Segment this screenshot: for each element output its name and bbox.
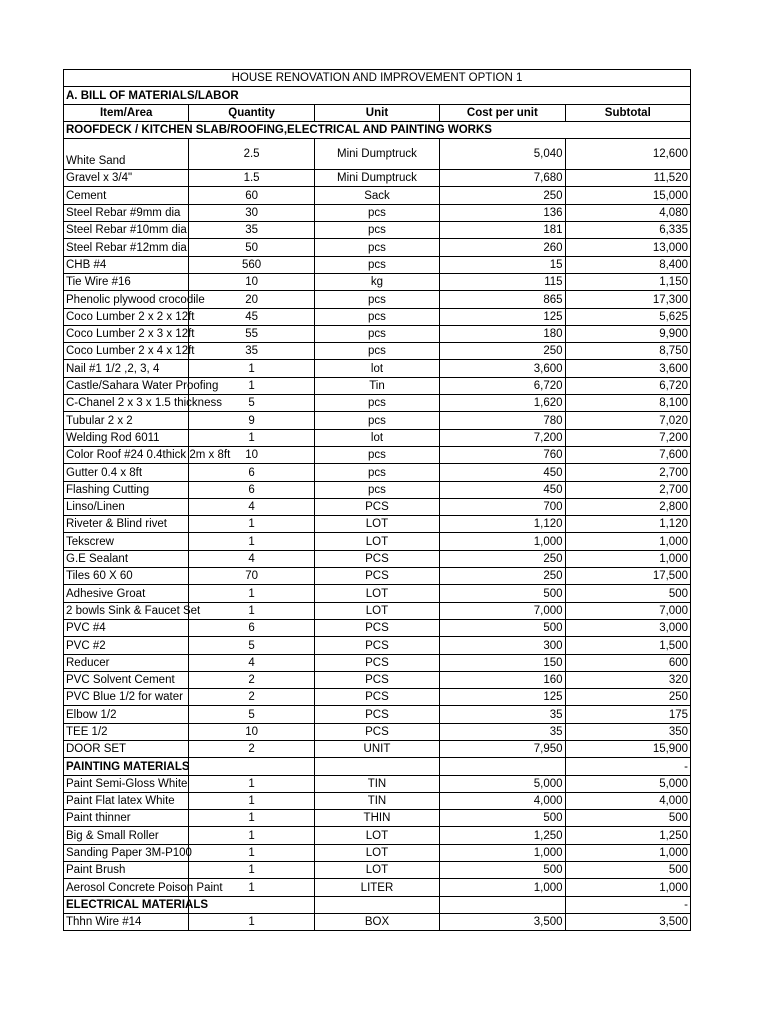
cost-cell: [440, 758, 565, 775]
item-cell: C-Chanel 2 x 3 x 1.5 thickness: [64, 395, 189, 412]
item-cell: Aerosol Concrete Poison Paint: [64, 879, 189, 896]
subtotal-cell: 8,750: [565, 343, 690, 360]
subtotal-cell: 8,400: [565, 256, 690, 273]
quantity-cell: 35: [189, 222, 314, 239]
cost-cell: 260: [440, 239, 565, 256]
subtotal-cell: 4,080: [565, 204, 690, 221]
table-row: [64, 516, 691, 533]
unit-cell: THIN: [314, 810, 439, 827]
unit-cell: [314, 758, 439, 775]
cost-cell: 136: [440, 204, 565, 221]
unit-cell: LOT: [314, 533, 439, 550]
quantity-cell: 6: [189, 481, 314, 498]
cost-cell: [440, 896, 565, 913]
quantity-cell: 1: [189, 879, 314, 896]
quantity-cell: 6: [189, 619, 314, 636]
item-cell: Riveter & Blind rivet: [64, 516, 189, 533]
cost-cell: 6,720: [440, 377, 565, 394]
cost-cell: 700: [440, 498, 565, 515]
cost-cell: 500: [440, 585, 565, 602]
quantity-cell: 1: [189, 360, 314, 377]
unit-cell: lot: [314, 360, 439, 377]
item-cell: White Sand: [64, 139, 189, 170]
cost-cell: 1,000: [440, 844, 565, 861]
item-cell: Paint thinner: [64, 810, 189, 827]
unit-cell: Tin: [314, 377, 439, 394]
item-cell: Tekscrew: [64, 533, 189, 550]
table-row: [64, 222, 691, 239]
cost-cell: 500: [440, 862, 565, 879]
table-row: [64, 204, 691, 221]
quantity-cell: 5: [189, 395, 314, 412]
quantity-cell: 2: [189, 671, 314, 688]
table-row: [64, 706, 691, 723]
unit-cell: pcs: [314, 325, 439, 342]
subtotal-cell: 12,600: [565, 139, 690, 170]
quantity-cell: 1: [189, 844, 314, 861]
table-row: [64, 862, 691, 879]
quantity-cell: 1: [189, 429, 314, 446]
sheet-title: HOUSE RENOVATION AND IMPROVEMENT OPTION 1: [64, 70, 691, 87]
unit-cell: LOT: [314, 844, 439, 861]
unit-cell: Mini Dumptruck: [314, 170, 439, 187]
subtotal-cell: 175: [565, 706, 690, 723]
item-cell: PVC #2: [64, 637, 189, 654]
item-cell: Sanding Paper 3M-P100: [64, 844, 189, 861]
item-cell: Castle/Sahara Water Proofing: [64, 377, 189, 394]
subtotal-cell: 6,335: [565, 222, 690, 239]
item-cell: Phenolic plywood crocodile: [64, 291, 189, 308]
table-row: [64, 429, 691, 446]
quantity-cell: 2.5: [189, 139, 314, 170]
section-label: ROOFDECK / KITCHEN SLAB/ROOFING,ELECTRICAL AND PAINTING WORKS: [64, 121, 691, 138]
cost-cell: 181: [440, 222, 565, 239]
item-cell: Steel Rebar #10mm dia: [64, 222, 189, 239]
cost-cell: 500: [440, 810, 565, 827]
unit-cell: PCS: [314, 706, 439, 723]
cost-cell: 1,620: [440, 395, 565, 412]
cost-cell: 1,250: [440, 827, 565, 844]
subtotal-cell: 1,000: [565, 879, 690, 896]
table-row: [64, 187, 691, 204]
table-row: [64, 481, 691, 498]
quantity-cell: 2: [189, 740, 314, 757]
quantity-cell: 10: [189, 723, 314, 740]
subtotal-cell: 600: [565, 654, 690, 671]
subtotal-cell: 17,300: [565, 291, 690, 308]
item-cell: DOOR SET: [64, 740, 189, 757]
unit-cell: LOT: [314, 827, 439, 844]
table-row: [64, 308, 691, 325]
unit-cell: [314, 896, 439, 913]
table-row: [64, 325, 691, 342]
table-row: [64, 602, 691, 619]
item-cell: 2 bowls Sink & Faucet Set: [64, 602, 189, 619]
cost-cell: 1,120: [440, 516, 565, 533]
subtotal-cell: 15,900: [565, 740, 690, 757]
subtotal-cell: 9,900: [565, 325, 690, 342]
item-cell: Coco Lumber 2 x 4 x 12ft: [64, 343, 189, 360]
quantity-cell: 70: [189, 568, 314, 585]
item-cell: Elbow 1/2: [64, 706, 189, 723]
subtotal-cell: 250: [565, 689, 690, 706]
unit-cell: pcs: [314, 239, 439, 256]
table-row: [64, 689, 691, 706]
table-row: [64, 377, 691, 394]
cost-cell: 500: [440, 619, 565, 636]
unit-cell: LOT: [314, 516, 439, 533]
unit-cell: pcs: [314, 395, 439, 412]
cost-cell: 35: [440, 723, 565, 740]
unit-cell: PCS: [314, 671, 439, 688]
quantity-cell: 1.5: [189, 170, 314, 187]
subtotal-cell: -: [565, 758, 690, 775]
quantity-cell: 1: [189, 585, 314, 602]
subtotal-cell: 2,800: [565, 498, 690, 515]
subtotal-cell: 500: [565, 810, 690, 827]
table-row: [64, 395, 691, 412]
unit-cell: pcs: [314, 291, 439, 308]
quantity-cell: 1: [189, 516, 314, 533]
table-row: [64, 740, 691, 757]
unit-cell: BOX: [314, 913, 439, 930]
item-cell: PVC Blue 1/2 for water: [64, 689, 189, 706]
unit-cell: pcs: [314, 446, 439, 463]
table-row: [64, 913, 691, 930]
cost-cell: 3,600: [440, 360, 565, 377]
subtotal-cell: 3,000: [565, 619, 690, 636]
subtotal-cell: 17,500: [565, 568, 690, 585]
unit-cell: Sack: [314, 187, 439, 204]
item-cell: TEE 1/2: [64, 723, 189, 740]
quantity-cell: 2: [189, 689, 314, 706]
cost-cell: 250: [440, 343, 565, 360]
unit-cell: lot: [314, 429, 439, 446]
table-row: [64, 291, 691, 308]
cost-cell: 1,000: [440, 533, 565, 550]
subtotal-cell: 3,500: [565, 913, 690, 930]
subtotal-cell: 1,120: [565, 516, 690, 533]
item-cell: PAINTING MATERIALS: [64, 758, 189, 775]
item-cell: Tiles 60 X 60: [64, 568, 189, 585]
item-cell: Coco Lumber 2 x 3 x 12ft: [64, 325, 189, 342]
table-row: [64, 775, 691, 792]
cost-cell: 5,040: [440, 139, 565, 170]
table-row: [64, 343, 691, 360]
unit-cell: LITER: [314, 879, 439, 896]
item-cell: Gravel x 3/4": [64, 170, 189, 187]
section-a-row: [64, 87, 691, 104]
spreadsheet: [63, 69, 691, 931]
unit-cell: LOT: [314, 862, 439, 879]
subtotal-cell: 5,625: [565, 308, 690, 325]
cost-cell: 35: [440, 706, 565, 723]
table-row: [64, 256, 691, 273]
subtotal-cell: 500: [565, 585, 690, 602]
header-cost: Cost per unit: [440, 104, 565, 121]
table-row: [64, 671, 691, 688]
table-row: [64, 139, 691, 170]
subtotal-cell: 7,020: [565, 412, 690, 429]
unit-cell: PCS: [314, 637, 439, 654]
cost-cell: 5,000: [440, 775, 565, 792]
unit-cell: UNIT: [314, 740, 439, 757]
item-cell: Coco Lumber 2 x 2 x 12ft: [64, 308, 189, 325]
cost-cell: 3,500: [440, 913, 565, 930]
cost-cell: 780: [440, 412, 565, 429]
item-cell: Steel Rebar #12mm dia: [64, 239, 189, 256]
cost-cell: 1,000: [440, 879, 565, 896]
cost-cell: 450: [440, 464, 565, 481]
quantity-cell: 1: [189, 862, 314, 879]
cost-cell: 125: [440, 689, 565, 706]
subtotal-cell: 320: [565, 671, 690, 688]
header-subtotal: Subtotal: [565, 104, 690, 121]
unit-cell: PCS: [314, 689, 439, 706]
item-cell: Paint Flat latex White: [64, 792, 189, 809]
quantity-cell: 1: [189, 377, 314, 394]
item-cell: Welding Rod 6011: [64, 429, 189, 446]
subtotal-cell: 11,520: [565, 170, 690, 187]
cost-cell: 865: [440, 291, 565, 308]
subtotal-cell: 4,000: [565, 792, 690, 809]
subsection-row: [64, 758, 691, 775]
cost-cell: 7,000: [440, 602, 565, 619]
table-row: [64, 879, 691, 896]
quantity-cell: 1: [189, 602, 314, 619]
quantity-cell: 30: [189, 204, 314, 221]
subtotal-cell: 1,000: [565, 844, 690, 861]
unit-cell: pcs: [314, 343, 439, 360]
title-row: [64, 70, 691, 87]
unit-cell: kg: [314, 273, 439, 290]
cost-cell: 250: [440, 568, 565, 585]
item-cell: Nail #1 1/2 ,2, 3, 4: [64, 360, 189, 377]
cost-cell: 115: [440, 273, 565, 290]
quantity-cell: 50: [189, 239, 314, 256]
quantity-cell: 1: [189, 827, 314, 844]
unit-cell: pcs: [314, 256, 439, 273]
subtotal-cell: 1,000: [565, 550, 690, 567]
item-cell: Cement: [64, 187, 189, 204]
table-row: [64, 360, 691, 377]
item-cell: ELECTRICAL MATERIALS: [64, 896, 189, 913]
subtotal-cell: 7,200: [565, 429, 690, 446]
quantity-cell: 5: [189, 706, 314, 723]
subtotal-cell: 8,100: [565, 395, 690, 412]
quantity-cell: 4: [189, 654, 314, 671]
unit-cell: pcs: [314, 412, 439, 429]
header-row: [64, 104, 691, 121]
table-row: [64, 446, 691, 463]
unit-cell: pcs: [314, 464, 439, 481]
subtotal-cell: 1,500: [565, 637, 690, 654]
table-row: [64, 498, 691, 515]
quantity-cell: 5: [189, 637, 314, 654]
table-row: [64, 273, 691, 290]
table-row: [64, 533, 691, 550]
subtotal-cell: 2,700: [565, 481, 690, 498]
subtotal-cell: 5,000: [565, 775, 690, 792]
table-row: [64, 844, 691, 861]
unit-cell: pcs: [314, 481, 439, 498]
unit-cell: TIN: [314, 775, 439, 792]
quantity-cell: 20: [189, 291, 314, 308]
table-row: [64, 568, 691, 585]
table-row: [64, 619, 691, 636]
subtotal-cell: 7,000: [565, 602, 690, 619]
quantity-cell: 560: [189, 256, 314, 273]
item-cell: Gutter 0.4 x 8ft: [64, 464, 189, 481]
cost-cell: 250: [440, 187, 565, 204]
header-unit: Unit: [314, 104, 439, 121]
subtotal-cell: 6,720: [565, 377, 690, 394]
subtotal-cell: 350: [565, 723, 690, 740]
item-cell: Tie Wire #16: [64, 273, 189, 290]
quantity-cell: 45: [189, 308, 314, 325]
quantity-cell: 1: [189, 913, 314, 930]
cost-cell: 450: [440, 481, 565, 498]
subtotal-cell: 1,150: [565, 273, 690, 290]
quantity-cell: [189, 758, 314, 775]
table-row: [64, 170, 691, 187]
cost-cell: 125: [440, 308, 565, 325]
quantity-cell: 55: [189, 325, 314, 342]
item-cell: Adhesive Groat: [64, 585, 189, 602]
item-cell: Paint Brush: [64, 862, 189, 879]
table-row: [64, 654, 691, 671]
unit-cell: Mini Dumptruck: [314, 139, 439, 170]
cost-cell: 150: [440, 654, 565, 671]
unit-cell: pcs: [314, 204, 439, 221]
cost-cell: 7,680: [440, 170, 565, 187]
subtotal-cell: 13,000: [565, 239, 690, 256]
unit-cell: PCS: [314, 723, 439, 740]
cost-cell: 180: [440, 325, 565, 342]
quantity-cell: 4: [189, 550, 314, 567]
unit-cell: PCS: [314, 619, 439, 636]
section-a-label: A. BILL OF MATERIALS/LABOR: [64, 87, 691, 104]
table-row: [64, 792, 691, 809]
item-cell: Big & Small Roller: [64, 827, 189, 844]
unit-cell: TIN: [314, 792, 439, 809]
cost-cell: 15: [440, 256, 565, 273]
subtotal-cell: 7,600: [565, 446, 690, 463]
quantity-cell: 60: [189, 187, 314, 204]
quantity-cell: 4: [189, 498, 314, 515]
cost-cell: 300: [440, 637, 565, 654]
table-row: [64, 827, 691, 844]
item-cell: Paint Semi-Gloss White: [64, 775, 189, 792]
unit-cell: PCS: [314, 498, 439, 515]
item-cell: PVC Solvent Cement: [64, 671, 189, 688]
item-cell: Flashing Cutting: [64, 481, 189, 498]
unit-cell: PCS: [314, 550, 439, 567]
cost-cell: 760: [440, 446, 565, 463]
cost-cell: 160: [440, 671, 565, 688]
table-row: [64, 412, 691, 429]
table-row: [64, 585, 691, 602]
subtotal-cell: 3,600: [565, 360, 690, 377]
table-row: [64, 239, 691, 256]
item-cell: CHB #4: [64, 256, 189, 273]
header-quantity: Quantity: [189, 104, 314, 121]
item-cell: G.E Sealant: [64, 550, 189, 567]
cost-cell: 4,000: [440, 792, 565, 809]
table-row: [64, 637, 691, 654]
item-cell: Tubular 2 x 2: [64, 412, 189, 429]
item-cell: PVC #4: [64, 619, 189, 636]
quantity-cell: 35: [189, 343, 314, 360]
item-cell: Color Roof #24 0.4thick 2m x 8ft: [64, 446, 189, 463]
bill-of-materials-table: [63, 69, 691, 931]
unit-cell: pcs: [314, 308, 439, 325]
quantity-cell: 10: [189, 446, 314, 463]
item-cell: Linso/Linen: [64, 498, 189, 515]
quantity-cell: 1: [189, 775, 314, 792]
unit-cell: PCS: [314, 654, 439, 671]
unit-cell: pcs: [314, 222, 439, 239]
quantity-cell: 1: [189, 792, 314, 809]
table-row: [64, 723, 691, 740]
quantity-cell: 1: [189, 810, 314, 827]
cost-cell: 7,950: [440, 740, 565, 757]
quantity-cell: 1: [189, 533, 314, 550]
quantity-cell: 6: [189, 464, 314, 481]
section-row: [64, 121, 691, 138]
subtotal-cell: -: [565, 896, 690, 913]
table-row: [64, 464, 691, 481]
quantity-cell: 10: [189, 273, 314, 290]
subtotal-cell: 2,700: [565, 464, 690, 481]
unit-cell: LOT: [314, 602, 439, 619]
table-row: [64, 810, 691, 827]
subtotal-cell: 1,250: [565, 827, 690, 844]
subtotal-cell: 15,000: [565, 187, 690, 204]
unit-cell: PCS: [314, 568, 439, 585]
item-cell: Thhn Wire #14: [64, 913, 189, 930]
item-cell: Steel Rebar #9mm dia: [64, 204, 189, 221]
cost-cell: 7,200: [440, 429, 565, 446]
cost-cell: 250: [440, 550, 565, 567]
subtotal-cell: 1,000: [565, 533, 690, 550]
table-row: [64, 550, 691, 567]
subsection-row: [64, 896, 691, 913]
subtotal-cell: 500: [565, 862, 690, 879]
header-item: Item/Area: [64, 104, 189, 121]
quantity-cell: 9: [189, 412, 314, 429]
unit-cell: LOT: [314, 585, 439, 602]
item-cell: Reducer: [64, 654, 189, 671]
